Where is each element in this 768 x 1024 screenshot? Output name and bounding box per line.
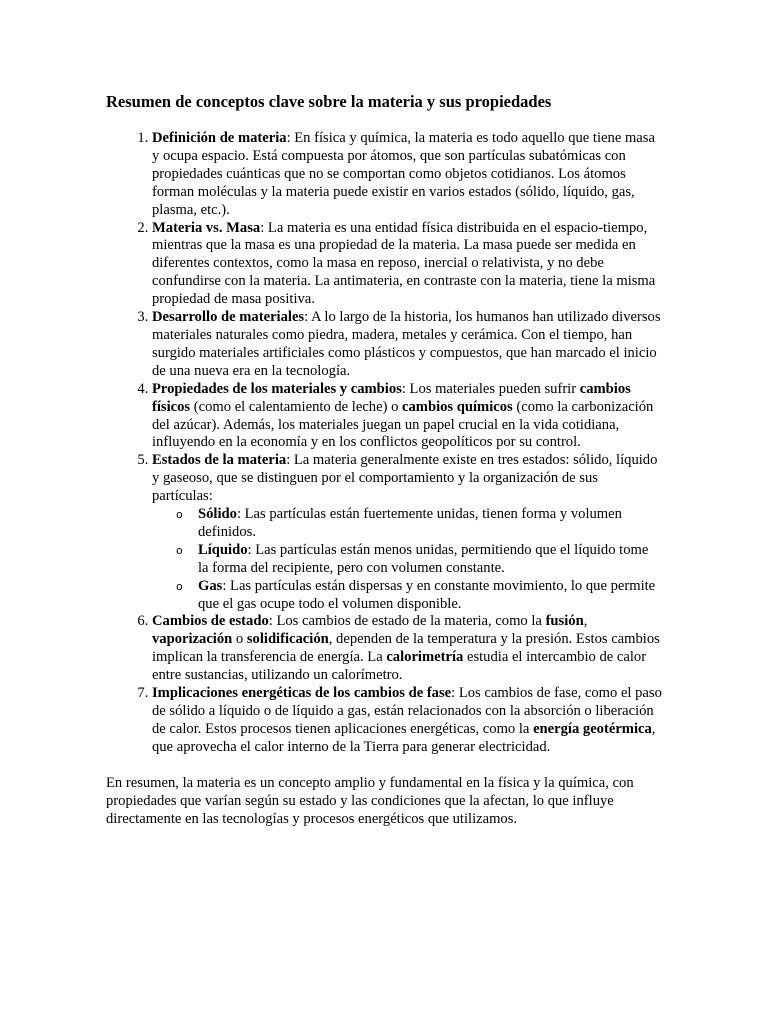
item-term: Propiedades de los materiales y cambios: [152, 380, 402, 397]
sublist-item-liquido: [176, 541, 662, 578]
item-text: , dependen de la temperatura y la presión. Estos cambios implican la transferencia de energía. La: [152, 631, 660, 666]
item-term: Implicaciones energéticas de los cambios de fase: [152, 685, 452, 702]
item-text: : Las partículas están fuertemente unidas, tienen forma y volumen definidos.: [198, 506, 622, 540]
hollow-bullet-icon: o: [176, 543, 183, 557]
item-text: estudia el intercambio de calor entre sustancias, utilizando un calorímetro.: [152, 649, 647, 684]
item-emphasis: energía geotérmica: [533, 720, 652, 737]
item-text: : Las partículas están dispersas y en constante movimiento, lo que permite que el gas ocupe todo el volumen disponible.: [198, 577, 656, 612]
list-item-propiedades-cambios: [152, 381, 662, 453]
hollow-bullet-icon: o: [176, 579, 183, 593]
item-text: : Los cambios de fase, como el paso de sólido a líquido o de líquido a gas, están relacionados con la absorción o liberación de calor. Estos procesos tienen aplicaciones energéticas, como la: [152, 685, 662, 737]
item-emphasis: fusión: [545, 613, 584, 630]
list-item-implicaciones-energeticas: [152, 685, 662, 757]
states-sublist: [152, 506, 662, 613]
item-term: Desarrollo de materiales: [152, 309, 305, 326]
item-text: : La materia es una entidad física distribuida en el espacio-tiempo, mientras que la masa es una propiedad de la materia. La masa puede ser medida en diferentes contextos, como la masa en reposo, inercial o relativista, y no debe confundirse con la materia. La antimateria, en contraste con la materia, tiene la misma propiedad de masa positiva.: [152, 219, 656, 308]
list-item-definicion-materia: [152, 130, 662, 220]
item-text: : Las partículas están menos unidas, permitiendo que el líquido tome la forma del recipiente, pero con volumen constante.: [198, 541, 649, 576]
sublist-item-gas: [176, 577, 662, 614]
list-item-estados-materia: [152, 452, 662, 613]
item-text: : En física y química, la materia es todo aquello que tiene masa y ocupa espacio. Está compuesta por átomos, que son partículas subatómicas con propiedades cuánticas que no se comportan como objetos cotidianos. Los átomos forman moléculas y la materia puede existir en varios estados (sólido, líquido, gas, plasma, etc.).: [152, 130, 655, 218]
item-term: Líquido: [198, 541, 248, 558]
item-emphasis: vaporización: [152, 631, 233, 648]
item-text: : Los materiales pueden sufrir: [401, 380, 580, 397]
item-term: Estados de la materia: [152, 452, 287, 469]
list-item-desarrollo-materiales: [152, 309, 662, 381]
item-term: Gas: [198, 577, 223, 594]
item-term: Definición de materia: [152, 130, 287, 146]
item-term: Materia vs. Masa: [152, 219, 261, 236]
item-text: : La materia generalmente existe en tres estados: sólido, líquido y gaseoso, que se distinguen por el comportamiento y la organización de sus partículas:: [152, 452, 658, 505]
item-emphasis: cambios químicos: [402, 398, 513, 415]
item-text: o: [232, 631, 247, 648]
item-term: Cambios de estado: [152, 613, 269, 630]
item-text: : A lo largo de la historia, los humanos han utilizado diversos materiales naturales como piedra, madera, metales y cerámica. Con el tiempo, han surgido materiales artificiales como plásticos y compuestos, que han marcado el inicio de una nueva era en la tecnología.: [152, 309, 661, 379]
item-emphasis: cambios físicos: [152, 380, 631, 415]
item-text: (como la carbonización del azúcar). Además, los materiales juegan un papel crucial en la vida cotidiana, influyendo en la economía y en los conflictos geopolíticos por su control.: [152, 398, 654, 451]
list-item-cambios-estado: [152, 613, 662, 685]
item-term: Sólido: [198, 506, 237, 523]
item-text: , que aprovecha el calor interno de la Tierra para generar electricidad.: [152, 720, 656, 755]
hollow-bullet-icon: o: [176, 508, 183, 522]
sublist-item-solido: [176, 506, 662, 542]
summary-paragraph: En resumen, la materia es un concepto amplio y fundamental en la física y la química, con propiedades que varían según su estado y las condiciones que la afectan, lo que influye directamente en las tecnologías y procesos energéticos que utilizamos.: [106, 774, 634, 827]
item-text: (como el calentamiento de leche) o: [190, 398, 403, 415]
item-emphasis: solidificación: [246, 631, 329, 648]
concepts-list: [106, 130, 662, 757]
item-emphasis: calorimetría: [386, 649, 464, 666]
list-item-materia-vs-masa: [152, 220, 662, 310]
document-title: Resumen de conceptos clave sobre la materia y sus propiedades: [106, 92, 552, 111]
item-text: : Los cambios de estado de la materia, como la: [268, 613, 546, 630]
item-text: ,: [583, 613, 588, 630]
